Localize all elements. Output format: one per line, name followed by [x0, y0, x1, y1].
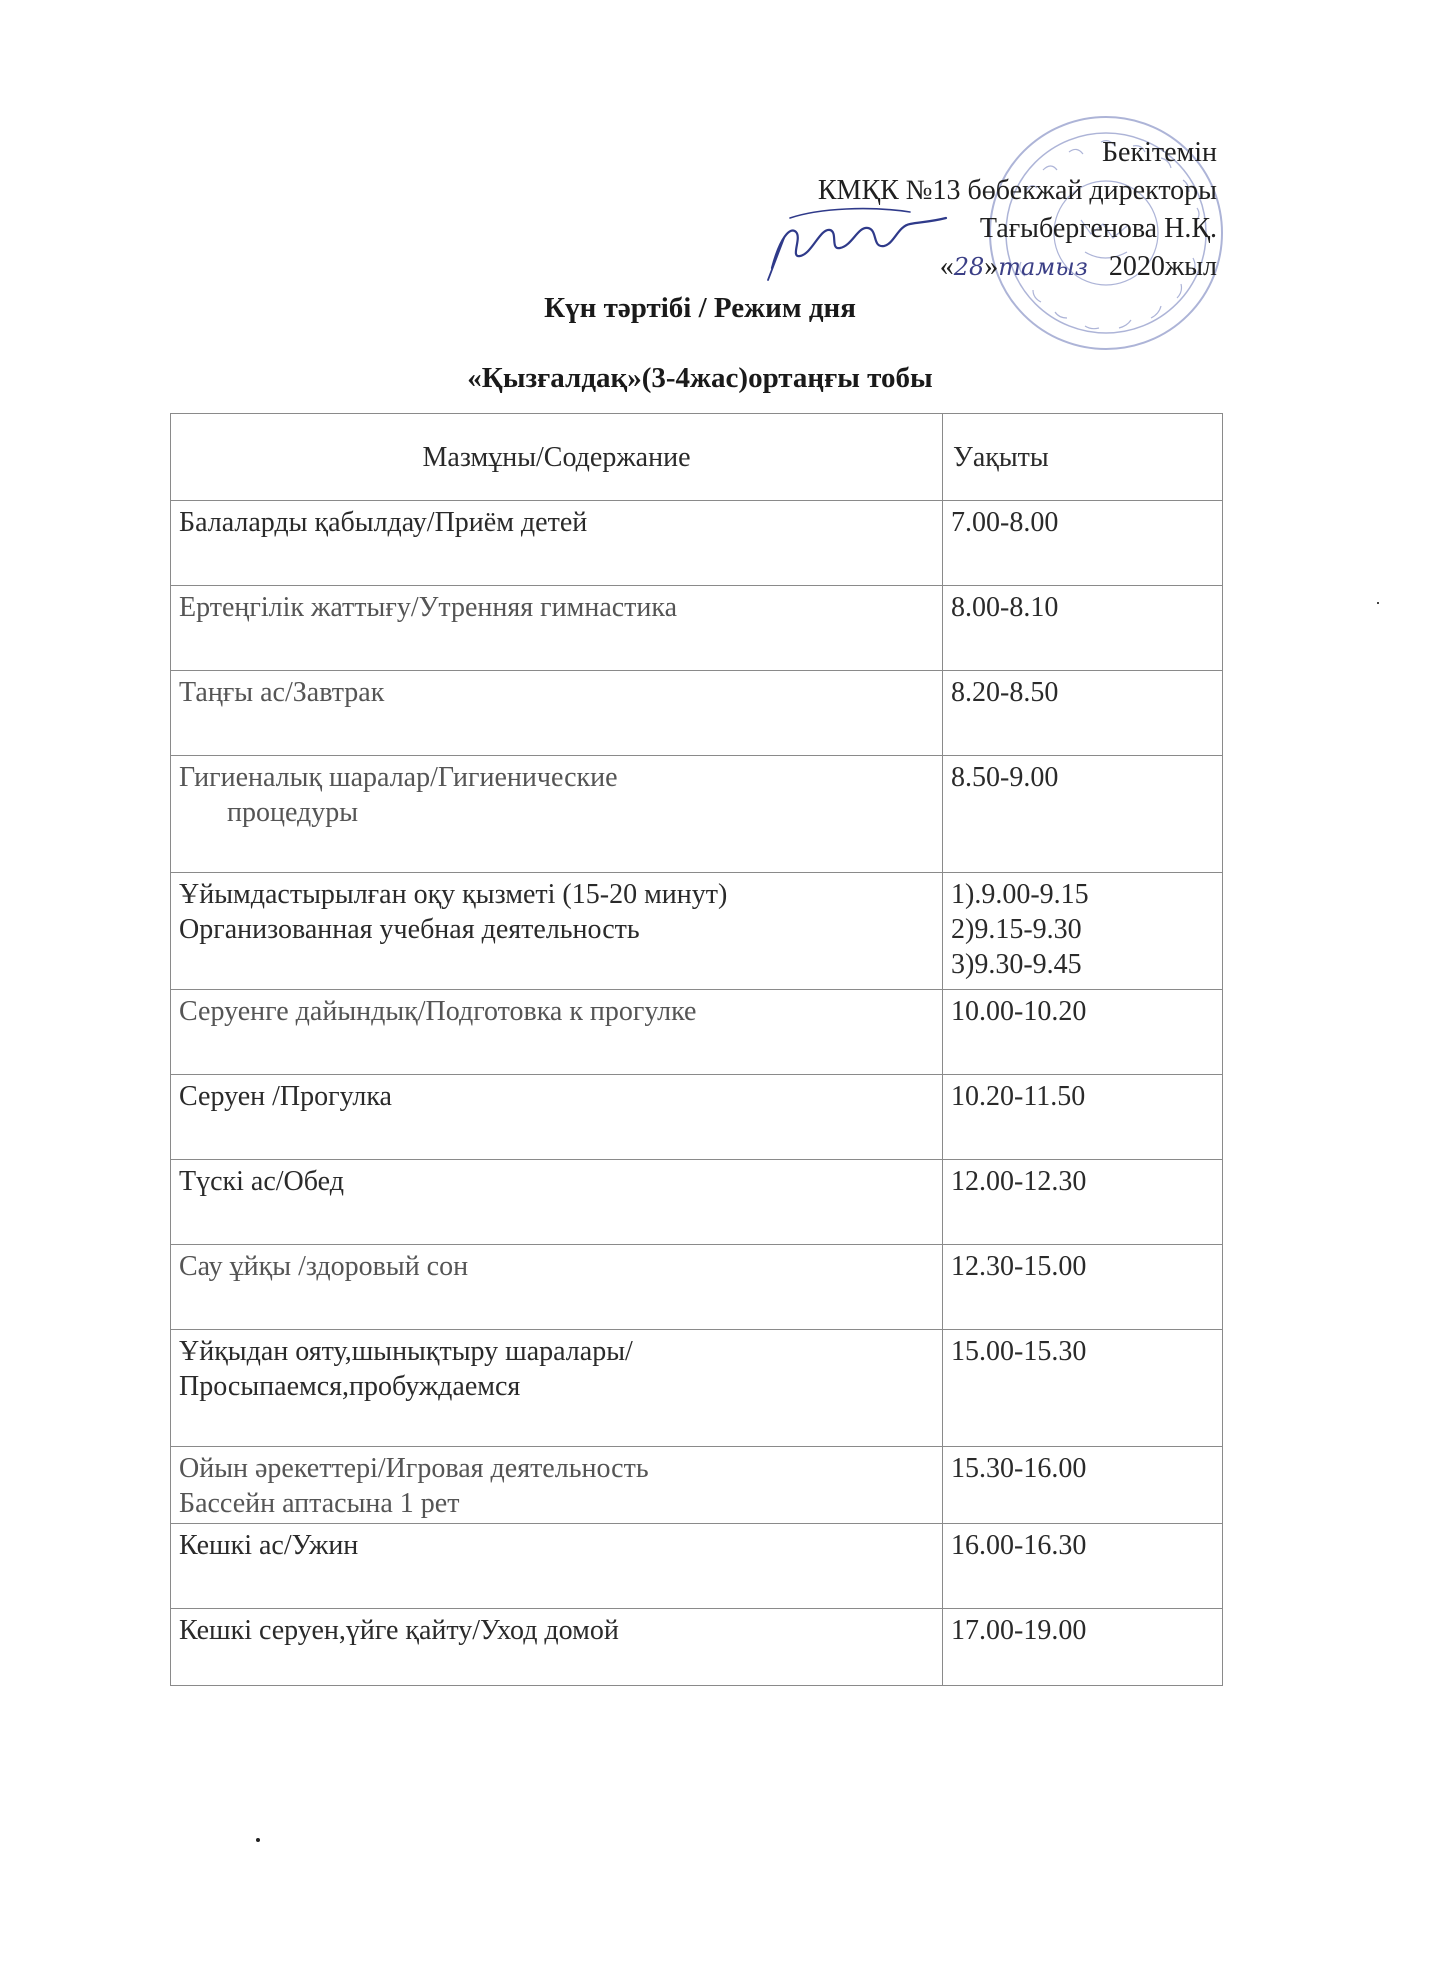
row-content-line: Бассейн аптасына 1 рет — [179, 1488, 460, 1519]
row-content-line: Гигиеналық шаралар/Гигиенические — [179, 762, 618, 793]
table-row — [171, 1524, 1223, 1609]
row-time: 15.30-16.00 — [943, 1447, 1223, 1524]
table-row — [171, 1160, 1223, 1245]
header-content: Мазмұны/Содержание — [171, 414, 943, 501]
table-row — [171, 1330, 1223, 1447]
row-time: 16.00-16.30 — [943, 1524, 1223, 1609]
table-row — [171, 1075, 1223, 1160]
row-time: 8.20-8.50 — [943, 671, 1223, 756]
row-content-line: Ұйқыдан ояту,шынықтыру шаралары/ — [179, 1336, 633, 1367]
row-time: 10.20-11.50 — [943, 1075, 1223, 1160]
row-time-line: 2)9.15-9.30 — [951, 914, 1082, 945]
row-content: Таңғы ас/Завтрак — [171, 671, 943, 756]
row-time: 15.00-15.30 — [943, 1330, 1223, 1447]
row-time: 8.50-9.00 — [943, 756, 1223, 873]
row-content — [171, 873, 943, 990]
schedule-table — [170, 413, 1223, 1686]
date-month-handwritten: тамыз — [998, 253, 1088, 281]
table-row — [171, 756, 1223, 873]
approval-date — [818, 248, 1217, 286]
approval-heading: Бекітемін — [1101, 137, 1217, 168]
date-day-handwritten: 28 — [953, 253, 985, 281]
approval-position: КМҚК №13 бөбекжай директоры — [817, 175, 1217, 206]
row-time: 12.00-12.30 — [943, 1160, 1223, 1245]
row-content: Ертеңгілік жаттығу/Утренняя гимнастика — [171, 586, 943, 671]
table-row — [171, 990, 1223, 1075]
row-time: 12.30-15.00 — [943, 1245, 1223, 1330]
row-content: Кешкі ас/Ужин — [171, 1524, 943, 1609]
row-time: 8.00-8.10 — [943, 586, 1223, 671]
table-row — [171, 873, 1223, 990]
row-time-line: 3)9.30-9.45 — [951, 949, 1082, 980]
table-row — [171, 501, 1223, 586]
row-content: Серуенге дайындық/Подготовка к прогулке — [171, 990, 943, 1075]
table-row — [171, 1245, 1223, 1330]
header-time: Уақыты — [943, 414, 1223, 501]
row-content: Түскі ас/Обед — [171, 1160, 943, 1245]
row-content-line: Просыпаемся,пробуждаемся — [179, 1371, 521, 1402]
page-title: Күн тәртібі / Режим дня — [544, 292, 856, 324]
row-content: Сау ұйқы /здоровый сон — [171, 1245, 943, 1330]
row-content — [171, 1330, 943, 1447]
table-header-row — [171, 414, 1223, 501]
row-time: 10.00-10.20 — [943, 990, 1223, 1075]
table-row — [171, 1609, 1223, 1686]
date-open-quote: « — [939, 251, 954, 282]
row-content: Серуен /Прогулка — [171, 1075, 943, 1160]
table-row — [171, 671, 1223, 756]
date-close-quote: » — [984, 251, 999, 282]
row-time-line: 1).9.00-9.15 — [951, 879, 1089, 910]
row-time: 17.00-19.00 — [943, 1609, 1223, 1686]
row-time: 7.00-8.00 — [943, 501, 1223, 586]
scan-speck — [1377, 602, 1379, 604]
approval-block — [818, 134, 1217, 286]
row-content: Балаларды қабылдау/Приём детей — [171, 501, 943, 586]
row-time — [943, 873, 1223, 990]
row-content-line: Ұйымдастырылған оқу қызметі (15-20 минут) — [179, 879, 728, 910]
group-title: «Қызғалдақ»(3-4жас)ортаңғы тобы — [467, 362, 933, 394]
row-content — [171, 756, 943, 873]
row-content-line: процедуры — [227, 797, 359, 828]
row-content — [171, 1447, 943, 1524]
row-content-line: Ойын әрекеттері/Игровая деятельность — [179, 1453, 649, 1484]
table-row — [171, 586, 1223, 671]
table-row — [171, 1447, 1223, 1524]
row-content-line: Организованная учебная деятельность — [179, 914, 640, 945]
date-year: 2020жыл — [1108, 251, 1217, 282]
scan-speck — [256, 1838, 260, 1842]
approval-name: Тағыбергенова Н.Қ. — [979, 213, 1217, 244]
row-content: Кешкі серуен,үйге қайту/Уход домой — [171, 1609, 943, 1686]
